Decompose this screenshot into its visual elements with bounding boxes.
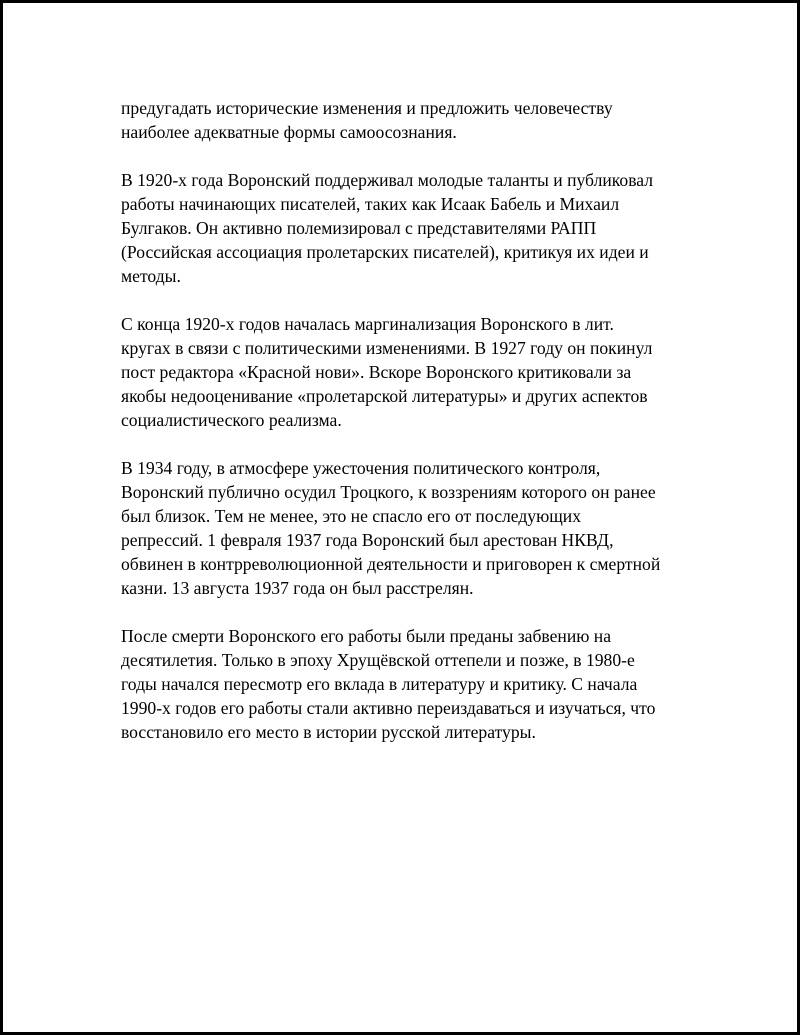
text-line: Воронский публично осудил Троцкого, к воззрениям которого он ранее <box>121 482 656 502</box>
paragraph-2 <box>121 168 701 288</box>
paragraph-5 <box>121 624 701 744</box>
paragraph-1 <box>121 96 701 144</box>
text-line: С конца 1920-х годов началась маргинализация Воронского в лит. <box>121 314 614 334</box>
text-line: годы начался пересмотр его вклада в литературу и критику. С начала <box>121 674 638 694</box>
text-line: кругах в связи с политическими изменениями. В 1927 году он покинул <box>121 338 653 358</box>
text-line: (Российская ассоциация пролетарских писателей), критикуя их идеи и <box>121 242 649 262</box>
text-line: В 1920-х года Воронский поддерживал молодые таланты и публиковал <box>121 170 654 190</box>
text-line: Булгаков. Он активно полемизировал с представителями РАПП <box>121 218 597 238</box>
document-body <box>121 96 701 768</box>
text-line: В 1934 году, в атмосфере ужесточения политического контроля, <box>121 458 601 478</box>
text-line: десятилетия. Только в эпоху Хрущёвской оттепели и позже, в 1980-е <box>121 650 635 670</box>
text-line: репрессий. 1 февраля 1937 года Воронский был арестован НКВД, <box>121 530 614 550</box>
text-line: восстановило его место в истории русской литературы. <box>121 722 536 742</box>
text-line: пост редактора «Красной нови». Вскоре Воронского критиковали за <box>121 362 632 382</box>
text-line: работы начинающих писателей, таких как Исаак Бабель и Михаил <box>121 194 620 214</box>
text-line: наиболее адекватные формы самоосознания. <box>121 122 457 142</box>
text-line: социалистического реализма. <box>121 410 342 430</box>
text-line: После смерти Воронского его работы были преданы забвению на <box>121 626 612 646</box>
text-line: методы. <box>121 266 181 286</box>
text-line: казни. 13 августа 1937 года он был расстрелян. <box>121 578 474 598</box>
text-line: якобы недооценивание «пролетарской литературы» и других аспектов <box>121 386 648 406</box>
paragraph-3 <box>121 312 701 432</box>
text-line: предугадать исторические изменения и предложить человечеству <box>121 98 613 118</box>
text-line: обвинен в контрреволюционной деятельности и приговорен к смертной <box>121 554 661 574</box>
text-line: был близок. Тем не менее, это не спасло его от последующих <box>121 506 582 526</box>
text-line: 1990-х годов его работы стали активно переиздаваться и изучаться, что <box>121 698 656 718</box>
paragraph-4 <box>121 456 701 600</box>
